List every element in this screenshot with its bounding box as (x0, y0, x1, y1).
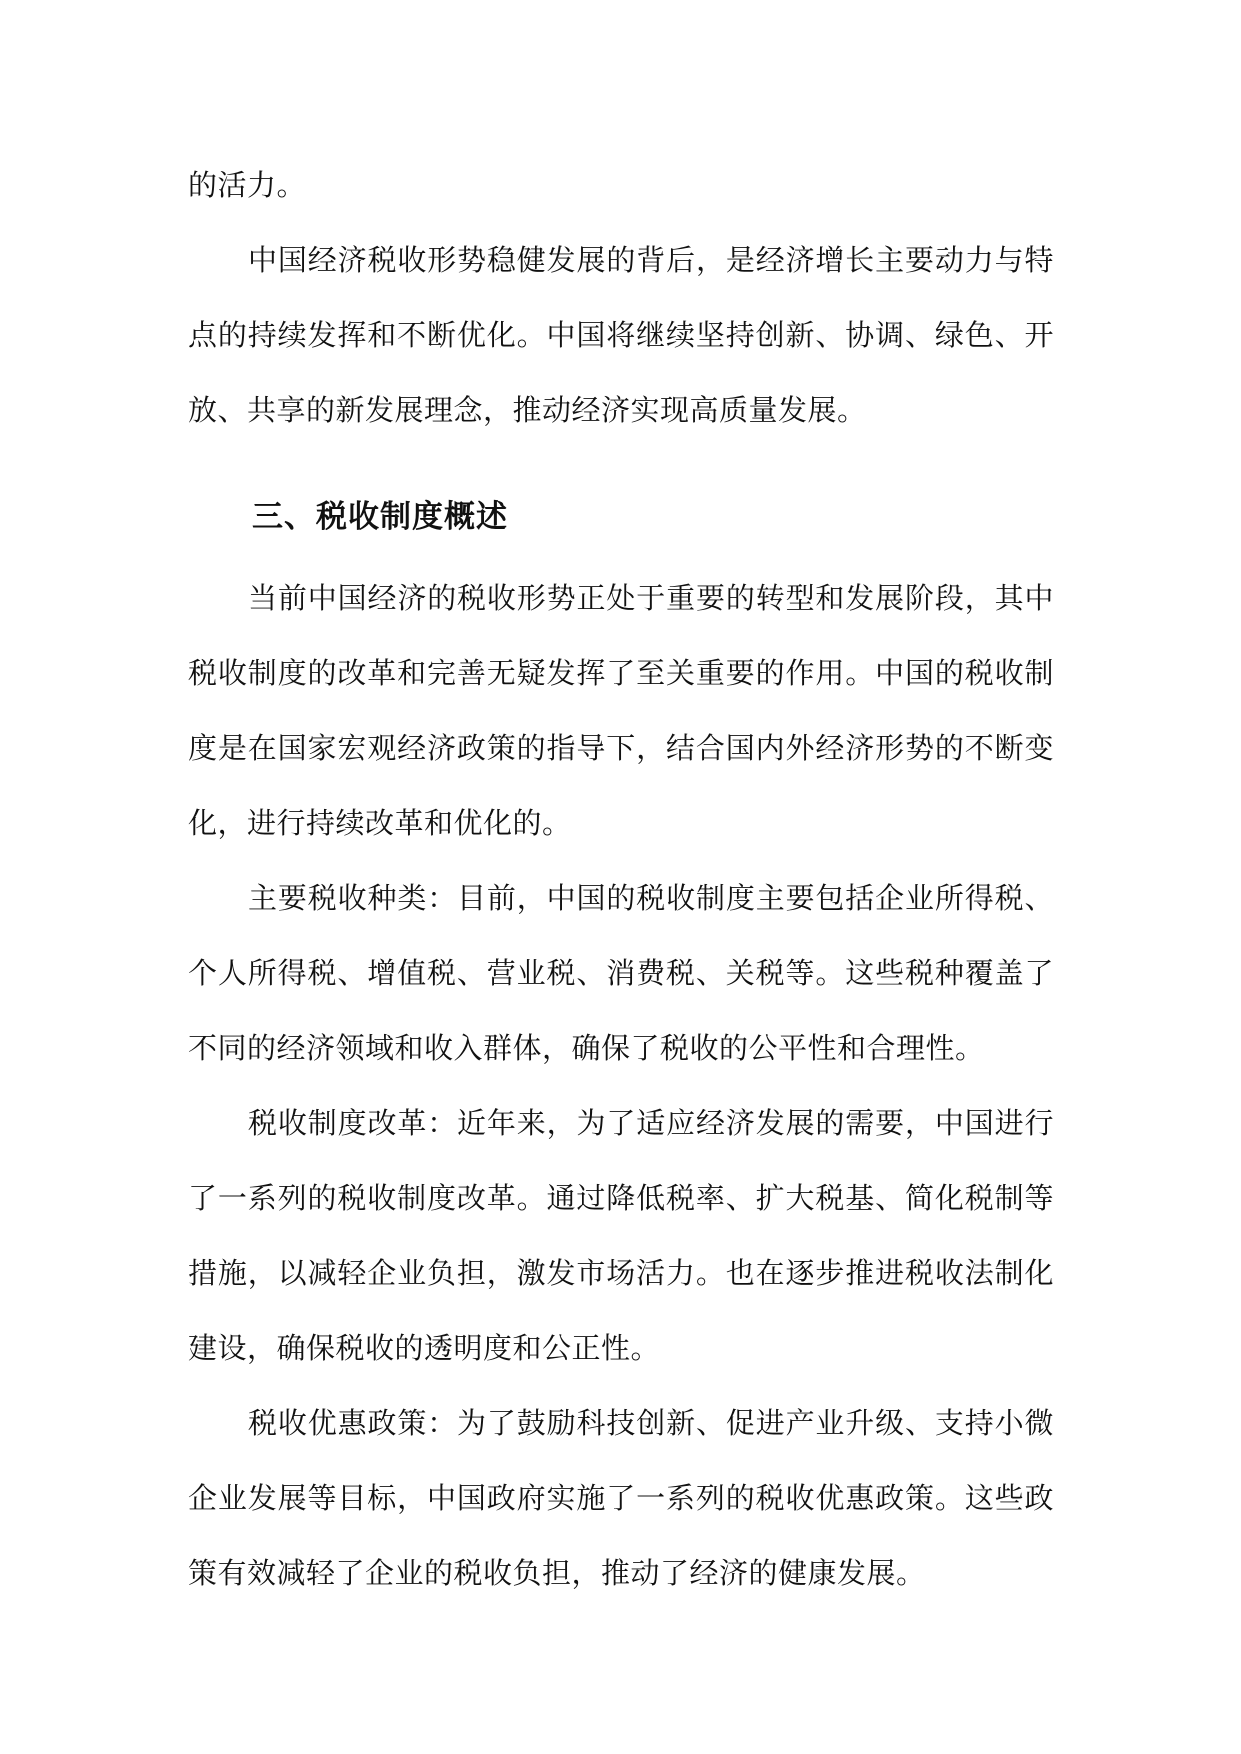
section-heading: 三、税收制度概述 (252, 499, 508, 535)
paragraph-main-tax-types: 主要税收种类：目前，中国的税收制度主要包括企业所得税、个人所得税、增值税、营业税、消费税、关税等。这些税种覆盖了不同的经济领域和收入群体，确保了税收的公平性和合理性。 (188, 881, 1054, 1065)
paragraph-tax-reform: 税收制度改革：近年来，为了适应经济发展的需要，中国进行了一系列的税收制度改革。通过降低税率、扩大税基、简化税制等措施，以减轻企业负担，激发市场活力。也在逐步推进税收法制化建设，确保税收的透明度和公正性。 (188, 1106, 1054, 1365)
paragraph-tax-system-intro: 当前中国经济的税收形势正处于重要的转型和发展阶段，其中税收制度的改革和完善无疑发挥了至关重要的作用。中国的税收制度是在国家宏观经济政策的指导下，结合国内外经济形势的不断变化，进行持续改革和优化的。 (188, 581, 1054, 840)
paragraph-economic-drivers: 中国经济税收形势稳健发展的背后，是经济增长主要动力与特点的持续发挥和不断优化。中国将继续坚持创新、协调、绿色、开放、共享的新发展理念，推动经济实现高质量发展。 (188, 243, 1054, 427)
paragraph-tax-incentives: 税收优惠政策：为了鼓励科技创新、促进产业升级、支持小微企业发展等目标，中国政府实施了一系列的税收优惠政策。这些政策有效减轻了企业的税收负担，推动了经济的健康发展。 (188, 1406, 1054, 1590)
document-body (188, 148, 1054, 1611)
paragraph-continuation: 的活力。 (188, 168, 307, 202)
